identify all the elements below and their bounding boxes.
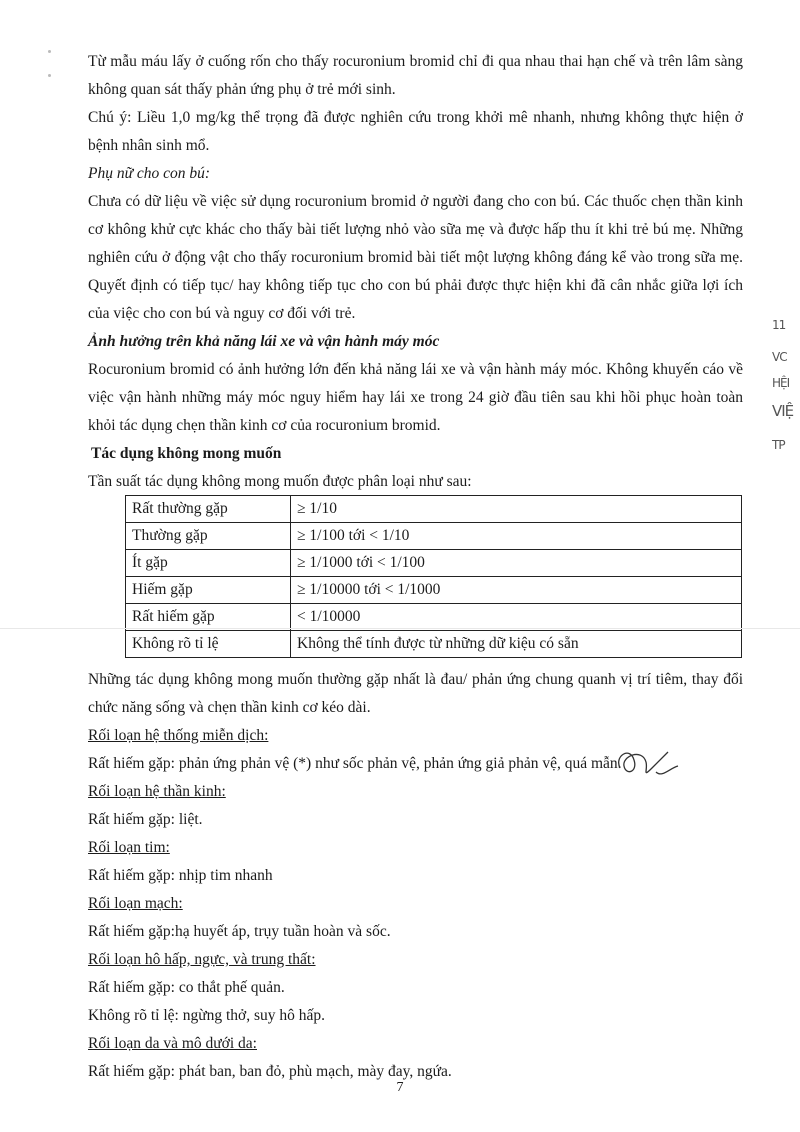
- section-line: Rất hiếm gặp: nhịp tim nhanh: [88, 867, 273, 884]
- signature-scribble: [612, 738, 682, 788]
- section-line: Không rõ tỉ lệ: ngừng thở, suy hô hấp.: [88, 1007, 326, 1024]
- paragraph-note-dose: Chú ý: Liều 1,0 mg/kg thể trọng đã được nghiên cứu trong khởi mê nhanh, nhưng không thực hiện ở bệnh nhân sinh mổ.: [88, 109, 743, 154]
- frequency-range: ≥ 1/10: [291, 496, 742, 523]
- scan-speck: [48, 74, 51, 77]
- paragraph-cord-blood: Từ mẫu máu lấy ở cuống rốn cho thấy rocuronium bromid chỉ đi qua nhau thai hạn chế và trên lâm sàng không quan sát thấy phản ứng phụ ở trẻ mới sinh.: [88, 53, 743, 98]
- edge-mark: TP: [772, 438, 785, 452]
- frequency-category: Thường gặp: [126, 523, 291, 550]
- frequency-row: [126, 523, 742, 550]
- paragraph-driving: Rocuronium bromid có ảnh hưởng lớn đến khả năng lái xe và vận hành máy móc. Không khuyến cáo về việc vận hành những máy móc nguy hiểm hay lái xe trong 24 giờ đầu tiên sau khi hồi phục hoàn toàn khỏi tác dụng chẹn thần kinh cơ của rocuronium bromid.: [88, 361, 743, 434]
- section-heading: Rối loạn hô hấp, ngực, và trung thất:: [88, 951, 316, 968]
- section-line: Rất hiếm gặp:hạ huyết áp, trụy tuần hoàn và sốc.: [88, 923, 391, 940]
- section-heading: Rối loạn mạch:: [88, 895, 183, 912]
- section-heading: Rối loạn tim:: [88, 839, 170, 856]
- section-heading: Rối loạn hệ thống miễn dịch:: [88, 727, 269, 744]
- frequency-row: [126, 577, 742, 604]
- frequency-range: ≥ 1/10000 tới < 1/1000: [291, 577, 742, 604]
- section-heading: Rối loạn da và mô dưới da:: [88, 1035, 257, 1052]
- edge-mark: VIỆ: [772, 402, 794, 420]
- frequency-row: [126, 496, 742, 523]
- frequency-range: ≥ 1/1000 tới < 1/100: [291, 550, 742, 577]
- frequency-row: [126, 604, 742, 631]
- section-line: Rất hiếm gặp: liệt.: [88, 811, 203, 828]
- frequency-category: Rất thường gặp: [126, 496, 291, 523]
- frequency-category: Hiếm gặp: [126, 577, 291, 604]
- edge-mark: HỆI: [772, 376, 790, 390]
- scan-speck: [48, 50, 51, 53]
- frequency-row: [126, 550, 742, 577]
- edge-mark: 11: [772, 318, 786, 332]
- paragraph-common-effects: Những tác dụng không mong muốn thường gặp nhất là đau/ phản ứng chung quanh vị trí tiêm, thay đổi chức năng sống và chẹn thần kinh cơ kéo dài.: [88, 671, 743, 716]
- frequency-range: < 1/10000: [291, 604, 742, 631]
- heading-breastfeeding: Phụ nữ cho con bú:: [88, 165, 211, 182]
- heading-driving: Ảnh hưởng trên khả năng lái xe và vận hành máy móc: [88, 333, 440, 350]
- edge-mark: VC: [772, 350, 787, 364]
- heading-adverse-effects: Tác dụng không mong muốn: [91, 445, 282, 462]
- frequency-range: Không thể tính được từ những dữ kiệu có sẵn: [291, 631, 742, 658]
- section-heading: Rối loạn hệ thần kinh:: [88, 783, 226, 800]
- frequency-table: [125, 495, 742, 658]
- paragraph-breastfeeding: Chưa có dữ liệu về việc sử dụng rocuronium bromid ở người đang cho con bú. Các thuốc chẹn thần kinh cơ không khử cực khác cho thấy bài tiết lượng nhỏ vào sữa mẹ và được hấp thu ít khi trẻ bú mẹ. Những nghiên cứu ở động vật cho thấy rocuronium bromid bài tiết một lượng không đáng kể vào trong sữa mẹ. Quyết định có tiếp tục/ hay không tiếp tục cho con bú phải được thực hiện khi đã cân nhắc giữa lợi ích của việc cho con bú và nguy cơ đối với trẻ.: [88, 193, 743, 322]
- body-text-top: [88, 48, 743, 496]
- section-line: Rất hiếm gặp: co thắt phế quản.: [88, 979, 285, 996]
- page-number: 7: [396, 1080, 404, 1095]
- section-line: Rất hiếm gặp: phát ban, ban đỏ, phù mạch, mày đay, ngứa.: [88, 1063, 452, 1080]
- frequency-category: Ít gặp: [126, 550, 291, 577]
- frequency-category: Không rõ tỉ lệ: [126, 631, 291, 658]
- frequency-range: ≥ 1/100 tới < 1/10: [291, 523, 742, 550]
- paragraph-frequency-intro: Tần suất tác dụng không mong muốn được phân loại như sau:: [88, 473, 472, 490]
- frequency-row: [126, 631, 742, 658]
- body-text-bottom: [88, 666, 743, 1086]
- frequency-category: Rất hiếm gặp: [126, 604, 291, 631]
- section-line: Rất hiếm gặp: phản ứng phản vệ (*) như sốc phản vệ, phản ứng giả phản vệ, quá mẫn.: [88, 755, 622, 772]
- scan-fold-line: [0, 628, 800, 629]
